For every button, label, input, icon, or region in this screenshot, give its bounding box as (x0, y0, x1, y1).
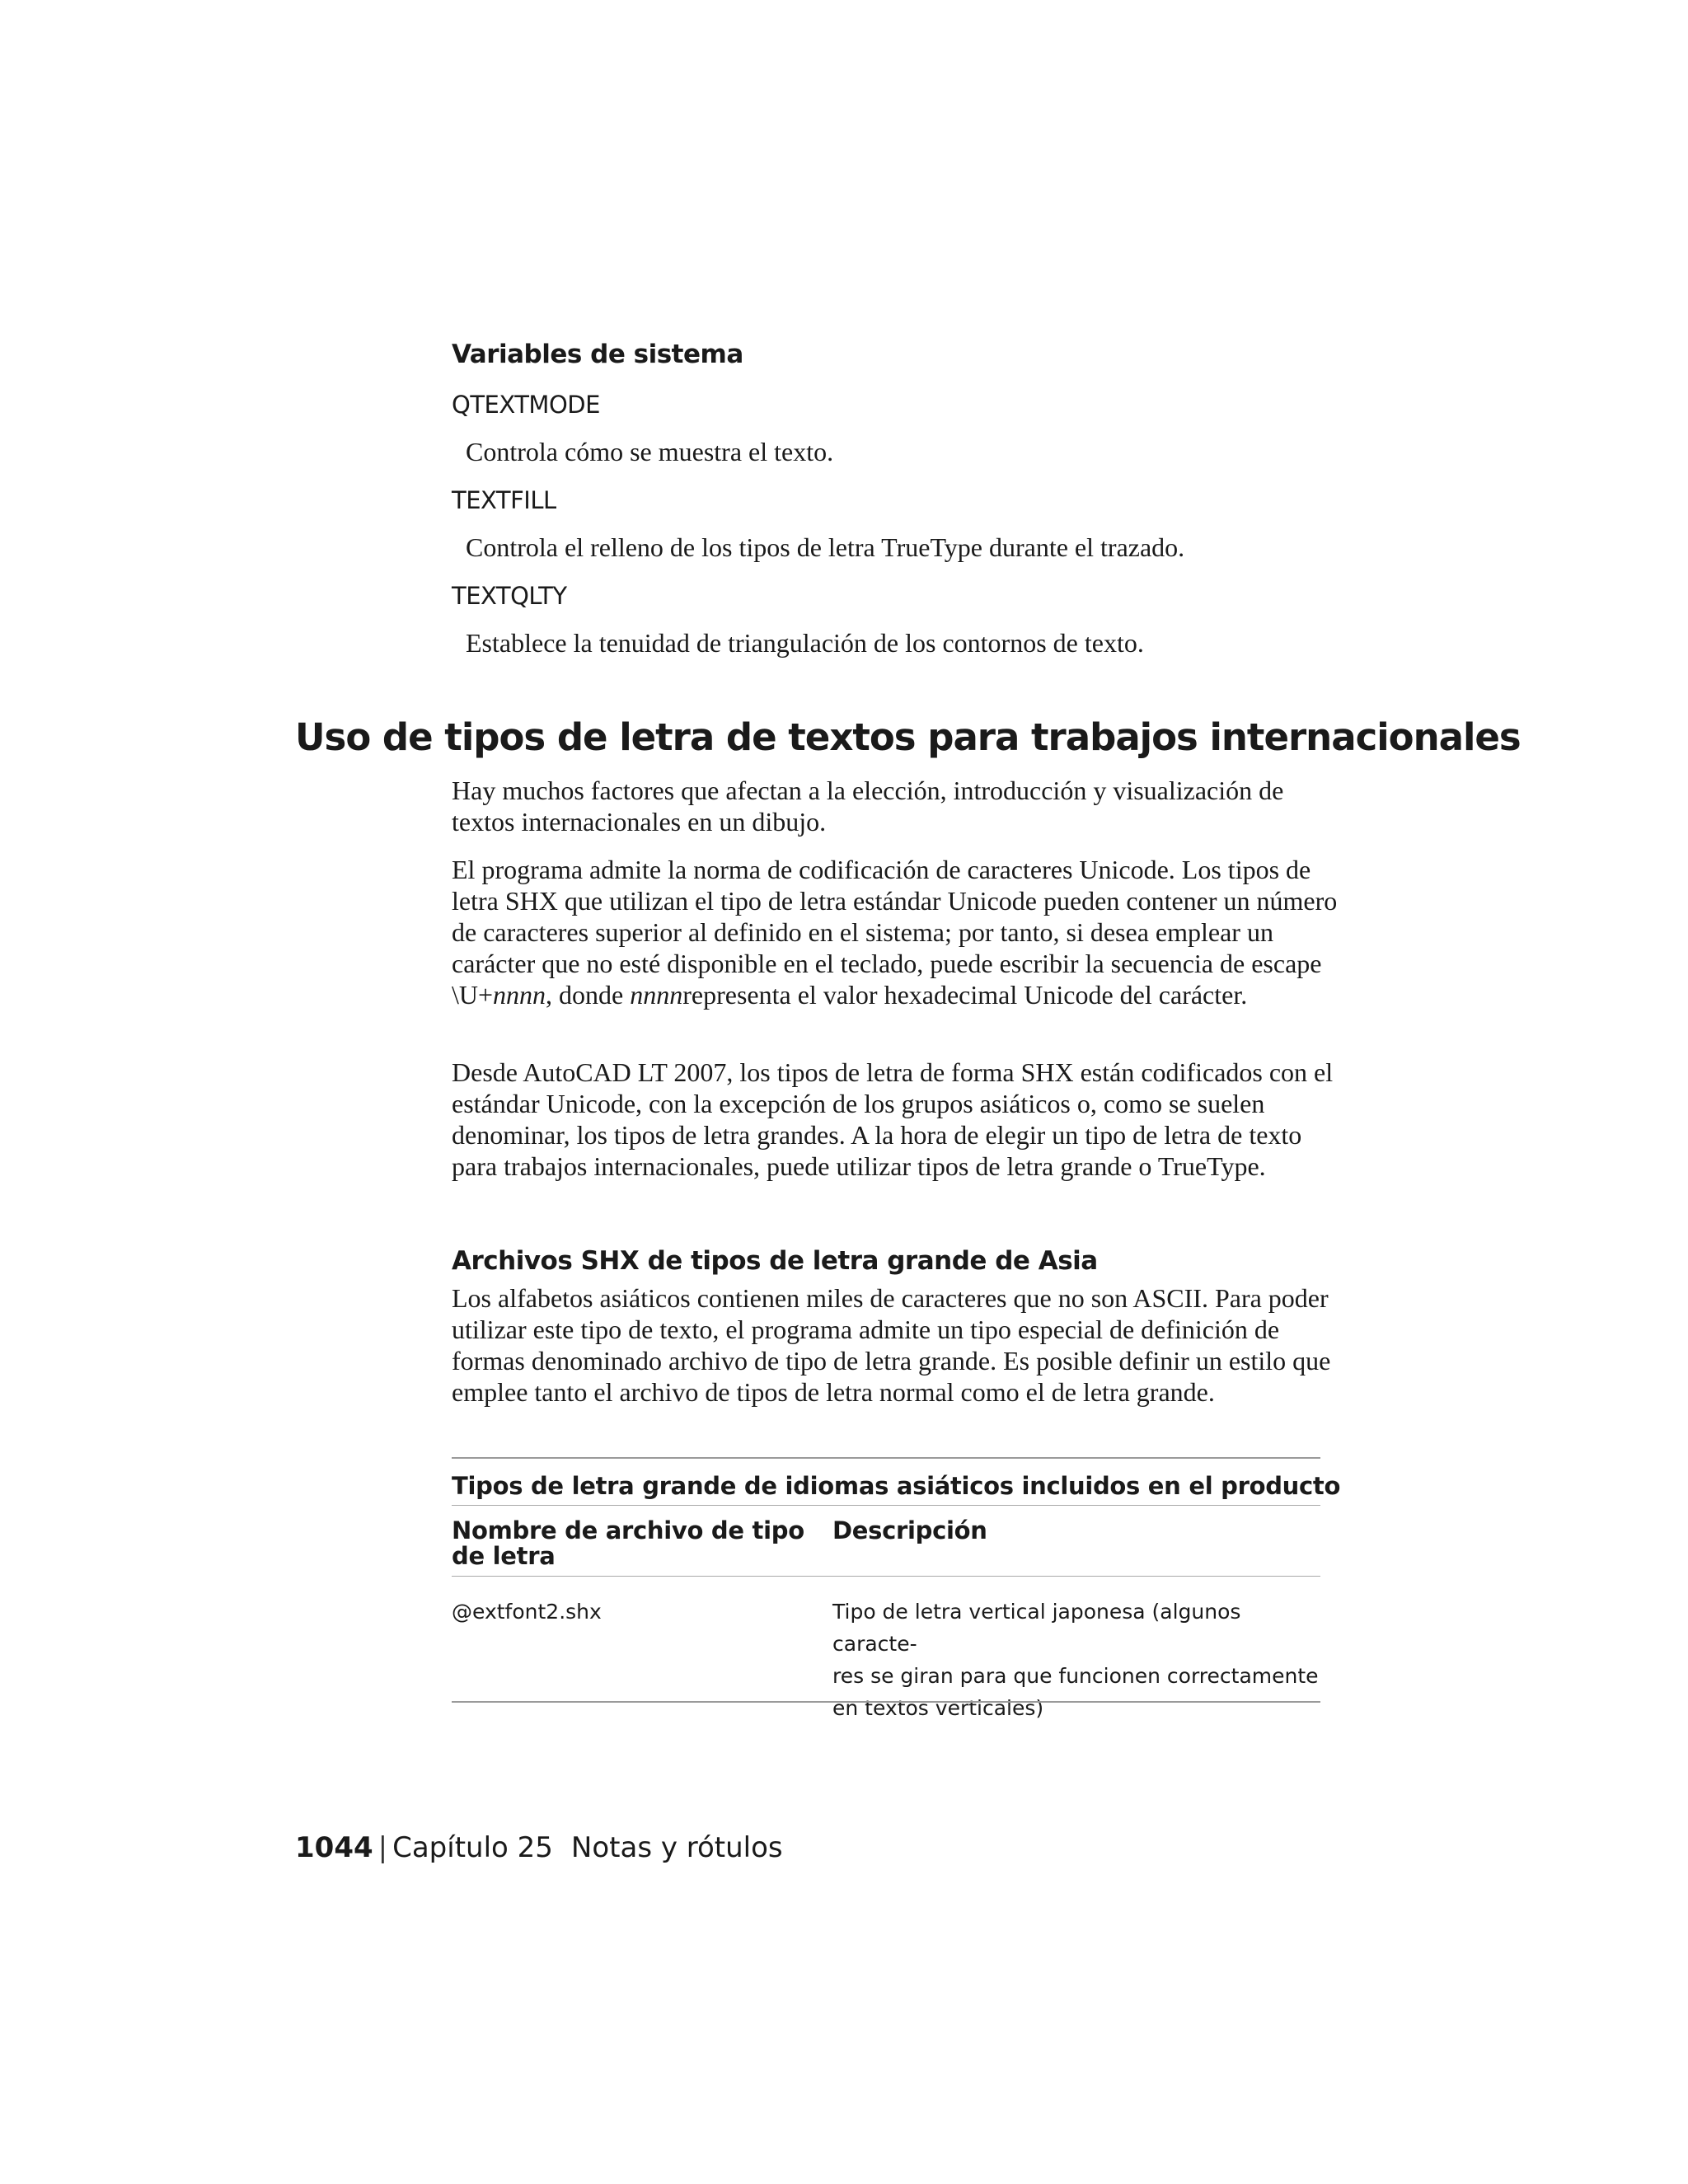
table-cell-description-line: res se giran para que funcionen correctamente (832, 1664, 1319, 1688)
table-header-filename: Nombre de archivo de tipo de letra (452, 1516, 804, 1570)
table-cell-description (832, 1596, 1327, 1724)
table-header-description: Descripción (832, 1516, 987, 1544)
unicode-paragraph (452, 854, 1342, 1010)
unicode-paragraph-italic-2: nnnn (630, 980, 683, 1010)
unicode-paragraph-text-2: , donde (546, 980, 631, 1010)
page-number: 1044 (295, 1831, 373, 1864)
variable-name-textqlty: TEXTQLTY (452, 582, 567, 610)
table-header-rule (452, 1576, 1320, 1577)
table-cell-filename: @extfont2.shx (452, 1600, 602, 1624)
variable-description-textqlty: Establece la tenuidad de triangulación de los contornos de texto. (466, 628, 1144, 658)
shx-paragraph: Desde AutoCAD LT 2007, los tipos de letra de forma SHX están codificados con el estándar Unicode, con la excepción de los grupos asiáticos o, como se suelen denominar, los tipos de letra grandes. A la hora de elegir un tipo de letra de texto para trabajos internacionales, puede utilizar tipos de letra grande o TrueType. (452, 1057, 1334, 1181)
table-top-rule (452, 1457, 1320, 1459)
page-footer (295, 1831, 783, 1864)
system-variables-heading: Variables de sistema (452, 340, 743, 369)
intro-paragraph: Hay muchos factores que afectan a la elección, introducción y visualización de textos internacionales en un dibujo. (452, 776, 1284, 837)
footer-chapter-title: Notas y rótulos (570, 1831, 783, 1864)
subsection-heading: Archivos SHX de tipos de letra grande de Asia (452, 1246, 1098, 1276)
table-title-rule (452, 1505, 1320, 1506)
table-cell-description-line: Tipo de letra vertical japonesa (algunos caracte- (832, 1600, 1241, 1656)
variable-description-textfill: Controla el relleno de los tipos de letra TrueType durante el trazado. (466, 532, 1185, 562)
footer-chapter: Capítulo 25 (392, 1831, 553, 1864)
footer-separator: | (377, 1831, 388, 1864)
variable-description-qtextmode: Controla cómo se muestra el texto. (466, 437, 834, 466)
unicode-paragraph-text-1: El programa admite la norma de codificación de caracteres Unicode. Los tipos de letra SHX que utilizan el tipo de letra estándar Unicode pueden contener un número de caracteres superior al definido en el sistema; por tanto, si desea emplear un carácter que no esté disponible en el teclado, puede escribir la secuencia de escape \U+ (452, 855, 1338, 1010)
unicode-paragraph-italic-1: nnnn (493, 980, 546, 1010)
variable-name-qtextmode: QTEXTMODE (452, 391, 600, 419)
table-cell-description-line: en textos verticales) (832, 1696, 1044, 1720)
variable-name-textfill: TEXTFILL (452, 486, 556, 514)
unicode-paragraph-text-3: representa el valor hexadecimal Unicode del carácter. (682, 980, 1248, 1010)
asian-alphabets-paragraph: Los alfabetos asiáticos contienen miles de caracteres que no son ASCII. Para poder utilizar este tipo de texto, el programa admite un tipo especial de definición de formas denominado archivo de tipo de letra grande. Es posible definir un estilo que emplee tanto el archivo de tipos de letra normal como el de letra grande. (452, 1283, 1331, 1407)
table-title: Tipos de letra grande de idiomas asiáticos incluidos en el producto (452, 1472, 1341, 1500)
table-bottom-rule (452, 1701, 1320, 1703)
section-heading: Uso de tipos de letra de textos para trabajos internacionales (295, 715, 1521, 759)
